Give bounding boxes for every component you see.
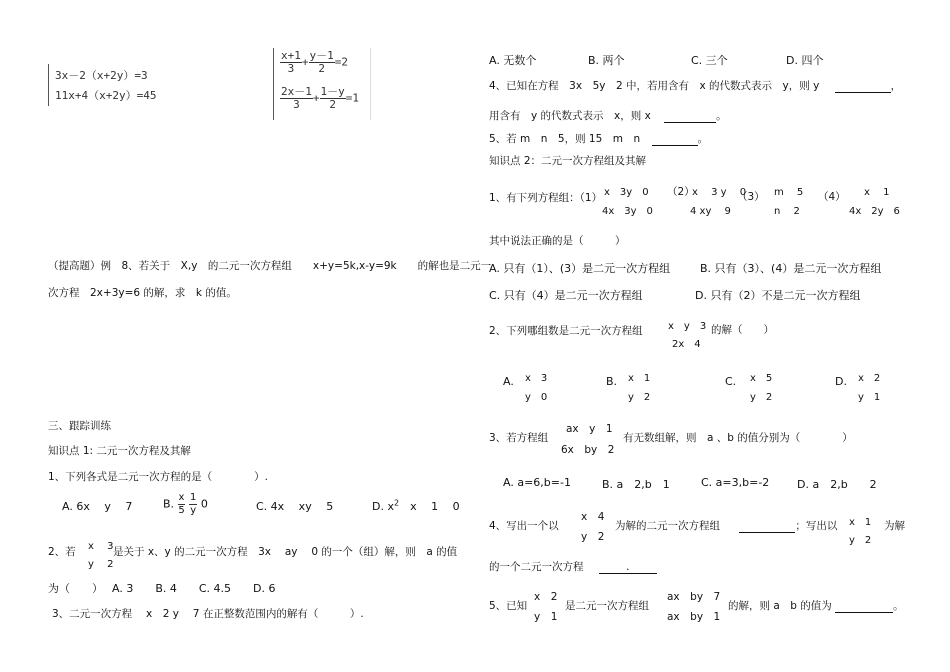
q4-blank-x[interactable] [664, 110, 716, 123]
r2-option-b-bottom: y 2 [628, 392, 651, 403]
left-q3-stem: 3、二元一次方程 x 2 y 7 在正整数范围内的解有（ ）. [52, 608, 364, 620]
knowledge-point-2: 知识点 2：二元一次方程组及其解 [489, 155, 647, 167]
r4-sys2-bottom: y 2 [849, 535, 872, 546]
r5-mid: 是二元一次方程组 [565, 600, 649, 612]
r2-option-a-label: A. [503, 375, 514, 388]
r3-option-d: D. a 2,b 2 [797, 478, 877, 491]
r4-sys-top: x 4 [581, 511, 605, 523]
q4-line1: 4、已知在方程 3x 5y 2 中，若用含有 x 的代数式表示 y，则 y ， [489, 80, 902, 92]
sys2-row2: $\frac{2x-1}{3}$ + $\frac{1-y}{2}$ =1 [281, 85, 359, 111]
r2-prefix: 2、下列哪组数是二元一次方程组 [489, 325, 643, 337]
r2-option-b-label: B. [606, 375, 618, 388]
r3-option-c: C. a=3,b=-2 [701, 476, 770, 489]
r1-option-a: A. 只有（1）、(3）是二元一次方程组 [489, 262, 671, 275]
r1-option-b: B. 只有（3）、(4）是二元一次方程组 [700, 262, 882, 275]
r2-option-c-label: C. [725, 375, 737, 388]
r2-option-d-label: D. [835, 375, 847, 388]
r5-sys-bottom: y 1 [534, 611, 558, 623]
r4-mid: 为解的二元一次方程组 ；写出以 [615, 520, 838, 532]
r3-option-b: B. a 2,b 1 [602, 478, 670, 491]
r2-option-a-bottom: y 0 [525, 392, 548, 403]
r1-sys1-bottom: 4x 3y 0 [602, 206, 653, 217]
r4-sys-bottom: y 2 [581, 531, 605, 543]
r1-sys4-label: （4） [818, 191, 846, 203]
section3-heading: 三、跟踪训练 [48, 420, 111, 432]
r1-sys4-bottom: 4x 2y 6 [849, 206, 900, 217]
r5-sys-top: x 2 [534, 591, 558, 603]
left-q1-option-d: D. $x^2$ x 1 0 [372, 498, 460, 513]
q3-option-d: D. 四个 [786, 54, 824, 67]
r3-option-a: A. a=6,b=-1 [503, 476, 571, 489]
left-q2-sys-top: x 3 [88, 541, 114, 552]
q4-line2: 用含有 y 的代数式表示 x，则 x 。 [489, 110, 727, 122]
equation-system-image-2 [273, 48, 371, 120]
left-q1-option-b: B. $\frac{x}{5}$ $\frac{1}{y}$ 0 [163, 492, 208, 516]
sys1-row1: 3x－2（x+2y）=3 [55, 69, 148, 82]
r5-suffix: 的解，则 a b 的值为 。 [728, 600, 904, 612]
sys2-row1: $\frac{x+1}{3}$ + $\frac{y-1}{2}$ =2 [281, 49, 348, 75]
r4-line2: 的一个二元一次方程 . [489, 559, 657, 574]
r3-suffix: 有无数组解，则 a 、b 的值分别为（ ） [623, 432, 853, 444]
r1-prefix: 1、有下列方程组：（1） [489, 192, 603, 204]
r5-sys2-bottom: ax by 1 [667, 611, 721, 623]
r1-sys3-bottom: n 2 [774, 206, 800, 217]
q4-blank-y[interactable] [835, 80, 891, 93]
r1-sys4-top: x 1 [864, 187, 890, 198]
r5-sys2-top: ax by 7 [667, 591, 721, 603]
r1-question: 其中说法正确的是（ ） [489, 235, 626, 247]
knowledge-point-1: 知识点 1: 二元一次方程及其解 [48, 445, 191, 457]
r1-sys1-top: x 3y 0 [604, 187, 649, 198]
left-q1-stem: 1、下列各式是二元一次方程的是（ ）. [48, 471, 269, 483]
q5-line: 5、若 m n 5，则 15 m n 。 [489, 133, 709, 145]
r2-option-b-top: x 1 [628, 373, 651, 384]
r1-option-c: C. 只有（4）是二元一次方程组 [489, 289, 643, 302]
r2-option-c-bottom: y 2 [750, 392, 773, 403]
r4-suffix: 为解 [884, 520, 905, 532]
r3-sys-top: ax y 1 [566, 423, 613, 435]
left-q1-option-a: A. 6x y 7 [62, 500, 133, 513]
r4-blank-equation[interactable]: . [599, 561, 657, 574]
r3-prefix: 3、若方程组 [489, 432, 549, 444]
example8-line1: （提高题）例 8、若关于 X,y 的二元一次方程组 x+y=5k,x-y=9k 的解也是二元一 [48, 260, 492, 272]
r5-prefix: 5、已知 [489, 600, 528, 612]
q3-option-c: C. 三个 [691, 54, 728, 67]
r3-sys-bottom: 6x by 2 [561, 444, 615, 456]
equation-system-image-1 [48, 64, 173, 106]
q3-option-a: A. 无数个 [489, 54, 537, 67]
left-q2-prefix: 2、若 [48, 546, 76, 558]
r4-prefix: 4、写出一个以 [489, 520, 559, 532]
example8-line2: 次方程 2x+3y=6 的解，求 k 的值。 [48, 287, 237, 299]
q5-blank[interactable] [652, 133, 698, 146]
left-q2-text: 是关于 x、y 的二元一次方程 3x ay 0 的一个（组）解，则 a 的值 [113, 546, 458, 558]
r1-sys2-top: x 3 y 0 [692, 187, 747, 198]
r2-suffix: 的解（ ） [711, 324, 774, 336]
r2-option-d-bottom: y 1 [858, 392, 881, 403]
q3-option-b: B. 两个 [588, 54, 625, 67]
r2-option-c-top: x 5 [750, 373, 773, 384]
r1-sys2-bottom: 4 xy 9 [690, 206, 731, 217]
r2-option-d-top: x 2 [858, 373, 881, 384]
left-q2-line2: 为（ ） A. 3 B. 4 C. 4.5 D. 6 [48, 582, 276, 595]
r1-sys3-top: m 5 [774, 187, 804, 198]
r5-blank[interactable] [835, 600, 893, 613]
left-q1-option-c: C. 4x xy 5 [256, 500, 334, 513]
r1-sys3-label: （3） [737, 191, 765, 203]
r1-sys2-label: （2） [667, 186, 695, 198]
r2-sys-bottom: 2x 4 [672, 339, 701, 350]
r4-blank-system[interactable] [739, 520, 795, 533]
r1-option-d: D. 只有（2）不是二元一次方程组 [695, 289, 861, 302]
left-q2-sys-bottom: y 2 [88, 559, 114, 570]
r2-option-a-top: x 3 [525, 373, 548, 384]
r4-sys2-top: x 1 [849, 517, 872, 528]
sys1-row2: 11x+4（x+2y）=45 [55, 89, 157, 102]
r2-sys-top: x y 3 [668, 321, 707, 332]
